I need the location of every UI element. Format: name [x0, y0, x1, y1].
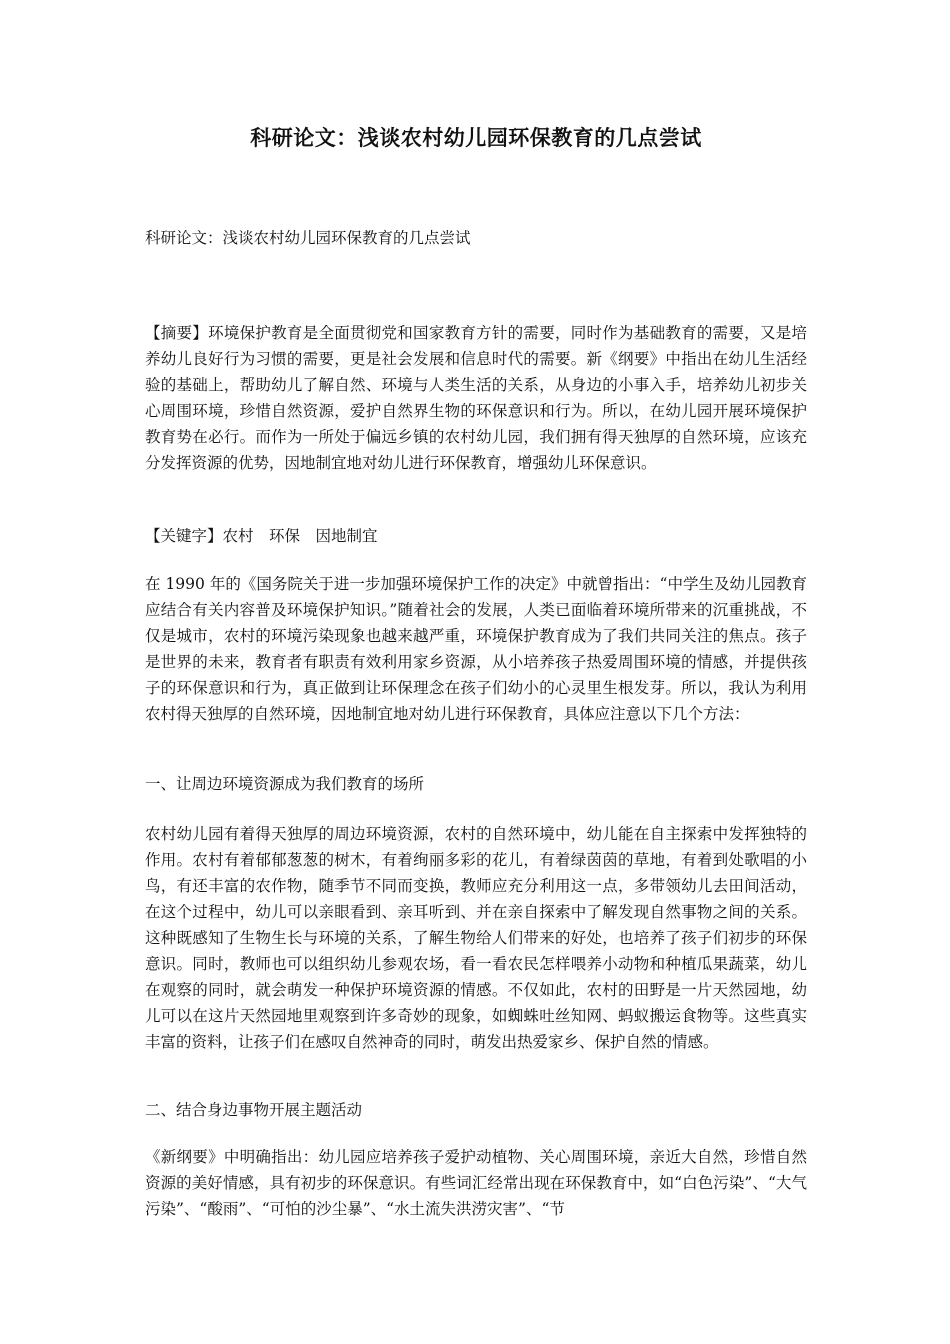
section-2-paragraph: 《新纲要》中明确指出：幼儿园应培养孩子爱护动植物、关心周围环境，亲近大自然，珍惜自然资源的美好情感，具有初步的环保意识。有些词汇经常出现在环保教育中，如“白色污染”、“大气污染”、“酸雨”、“可怕的沙尘暴”、“水土流失洪涝灾害”、“节 — [145, 1148, 807, 1218]
intro-paragraph: 在 1990 年的《国务院关于进一步加强环境保护工作的决定》中就曾指出：“中学生及幼儿园教育应结合有关内容普及环境保护知识。”随着社会的发展，人类已面临着环境所带来的沉重挑战，不仅是城市，农村的环境污染现象也越来越严重，环境保护教育成为了我们共同关注的焦点。孩子是世界的未来，教育者有职责有效利用家乡资源，从小培养孩子热爱周围环境的情感，并提供孩子的环保意识和行为，真正做到让环保理念在孩子们幼小的心灵里生根发芽。所以，我认为利用农村得天独厚的自然环境，因地制宜地对幼儿进行环保教育，具体应注意以下几个方法： — [145, 575, 807, 723]
abstract-paragraph: 【摘要】环境保护教育是全面贯彻党和国家教育方针的需要，同时作为基础教育的需要，又是培养幼儿良好行为习惯的需要，更是社会发展和信息时代的需要。新《纲要》中指出在幼儿生活经验的基础上，帮助幼儿了解自然、环境与人类生活的关系，从身边的小事入手，培养幼儿初步关心周围环境，珍惜自然资源，爱护自然界生物的环保意识和行为。所以，在幼儿园开展环境保护教育势在必行。而作为一所处于偏远乡镇的农村幼儿园，我们拥有得天独厚的自然环境，应该充分发挥资源的优势，因地制宜地对幼儿进行环保教育，增强幼儿环保意识。 — [145, 324, 807, 472]
section-1-paragraph: 农村幼儿园有着得天独厚的周边环境资源，农村的自然环境中，幼儿能在自主探索中发挥独特的作用。农村有着郁郁葱葱的树木，有着绚丽多彩的花儿，有着绿茵茵的草地，有着到处歌唱的小鸟，有还丰富的农作物，随季节不同而变换，教师应充分利用这一点，多带领幼儿去田间活动，在这个过程中，幼儿可以亲眼看到、亲耳听到、并在亲自探索中了解发现自然事物之间的关系。这种既感知了生物生长与环境的关系，了解生物给人们带来的好处，也培养了孩子们初步的环保意识。同时，教师也可以组织幼儿参观农场，看一看农民怎样喂养小动物和种植瓜果蔬菜，幼儿在观察的同时，就会萌发一种保护环境资源的情感。不仅如此，农村的田野是一片天然园地，幼儿可以在这片天然园地里观察到许多奇妙的现象，如蜘蛛吐丝知网、蚂蚁搬运食物等。这些真实丰富的资料，让孩子们在感叹自然神奇的同时，萌发出热爱家乡、保护自然的情感。 — [145, 825, 807, 1051]
keywords-line: 【关键字】农村 环保 因地制宜 — [145, 527, 378, 545]
document-title: 科研论文：浅谈农村幼儿园环保教育的几点尝试 — [250, 125, 702, 150]
section-2-heading: 二、结合身边事物开展主题活动 — [145, 1101, 363, 1119]
document-subtitle: 科研论文：浅谈农村幼儿园环保教育的几点尝试 — [145, 229, 471, 247]
section-1-heading: 一、让周边环境资源成为我们教育的场所 — [145, 775, 425, 793]
